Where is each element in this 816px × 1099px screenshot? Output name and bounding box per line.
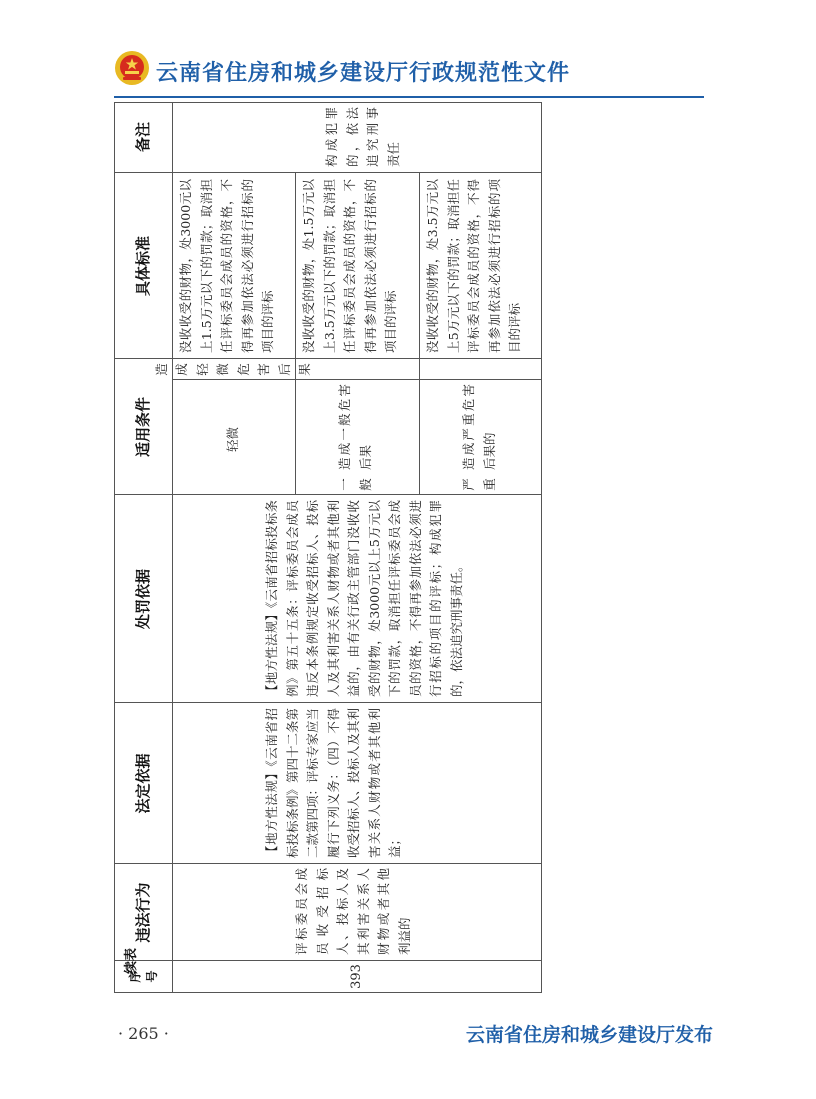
level-severe: 严重 [461, 478, 497, 491]
header-remarks: 备注 [134, 122, 152, 153]
document-header-title: 云南省住房和城乡建设厅行政规范性文件 [156, 61, 571, 86]
condition-general: 造成一般危害后果 [337, 384, 373, 470]
header-divider [114, 96, 704, 98]
row-violation: 评标委员会成员收受招标人、投标人及其利害关系人财物或者其他利益的 [294, 868, 412, 955]
national-emblem-icon [114, 50, 150, 86]
row-penalty-basis: 【地方性法规】《云南省招标投标条例》第五十五条：评标委员会成员违反本条例规定收受招标人、投标人及其利害关系人财物或者其他利益的，由有关行政主管部门没收收受的财物，处3000元以上5万元以下的罚款，取消担任评标委员会成员的资格，不得再参加依法必须进行招标的项目的评标；构成犯罪的，依法追究刑事责任。 [264, 500, 464, 697]
standard-general: 没收收受的财物，处1.5万元以上3.5万元以下的罚款；取消担任评标委员会成员的资格，不得再参加依法必须进行招标的项目的评标 [301, 179, 398, 353]
header-serial-number: 序号 [127, 970, 159, 983]
standard-severe: 没收收受的财物，处3.5万元以上5万元以下的罚款；取消担任评标委员会成员的资格，不得再参加依法必须进行招标的项目的评标 [425, 179, 522, 353]
continued-label: 续表 [124, 947, 139, 974]
header-conditions: 适用条件 [134, 397, 152, 458]
header-standard: 具体标准 [134, 236, 152, 297]
table-viewport [114, 102, 542, 993]
row-legal-basis: 【地方性法规】《云南省招标投标条例》第四十二条第二款第四项：评标专家应当履行下列义务：（四）不得收受招标人、投标人及其利害关系人财物或者其他利益； [264, 707, 402, 858]
condition-severe: 造成严重危害后果的 [461, 384, 497, 470]
header-penalty-basis: 处罚依据 [134, 569, 152, 630]
condition-minor: 造成轻微危害后果 [153, 363, 312, 376]
header-violation: 违法行为 [134, 882, 152, 943]
penalty-table [114, 102, 542, 993]
page-number: · 265 · [118, 1024, 169, 1043]
level-minor: 轻微 [225, 427, 241, 453]
row-serial-number: 393 [349, 964, 365, 989]
standard-minor: 没收收受的财物，处3000元以上1.5万元以下的罚款；取消担任评标委员会成员的资格，不得再参加依法必须进行招标的项目的评标 [178, 179, 275, 353]
level-general: 一般 [337, 478, 373, 491]
header-legal-basis: 法定依据 [134, 753, 152, 814]
row-remarks: 构成犯罪的，依法追究刑事责任 [324, 107, 401, 167]
footer-publisher: 云南省住房和城乡建设厅发布 [466, 1024, 714, 1046]
